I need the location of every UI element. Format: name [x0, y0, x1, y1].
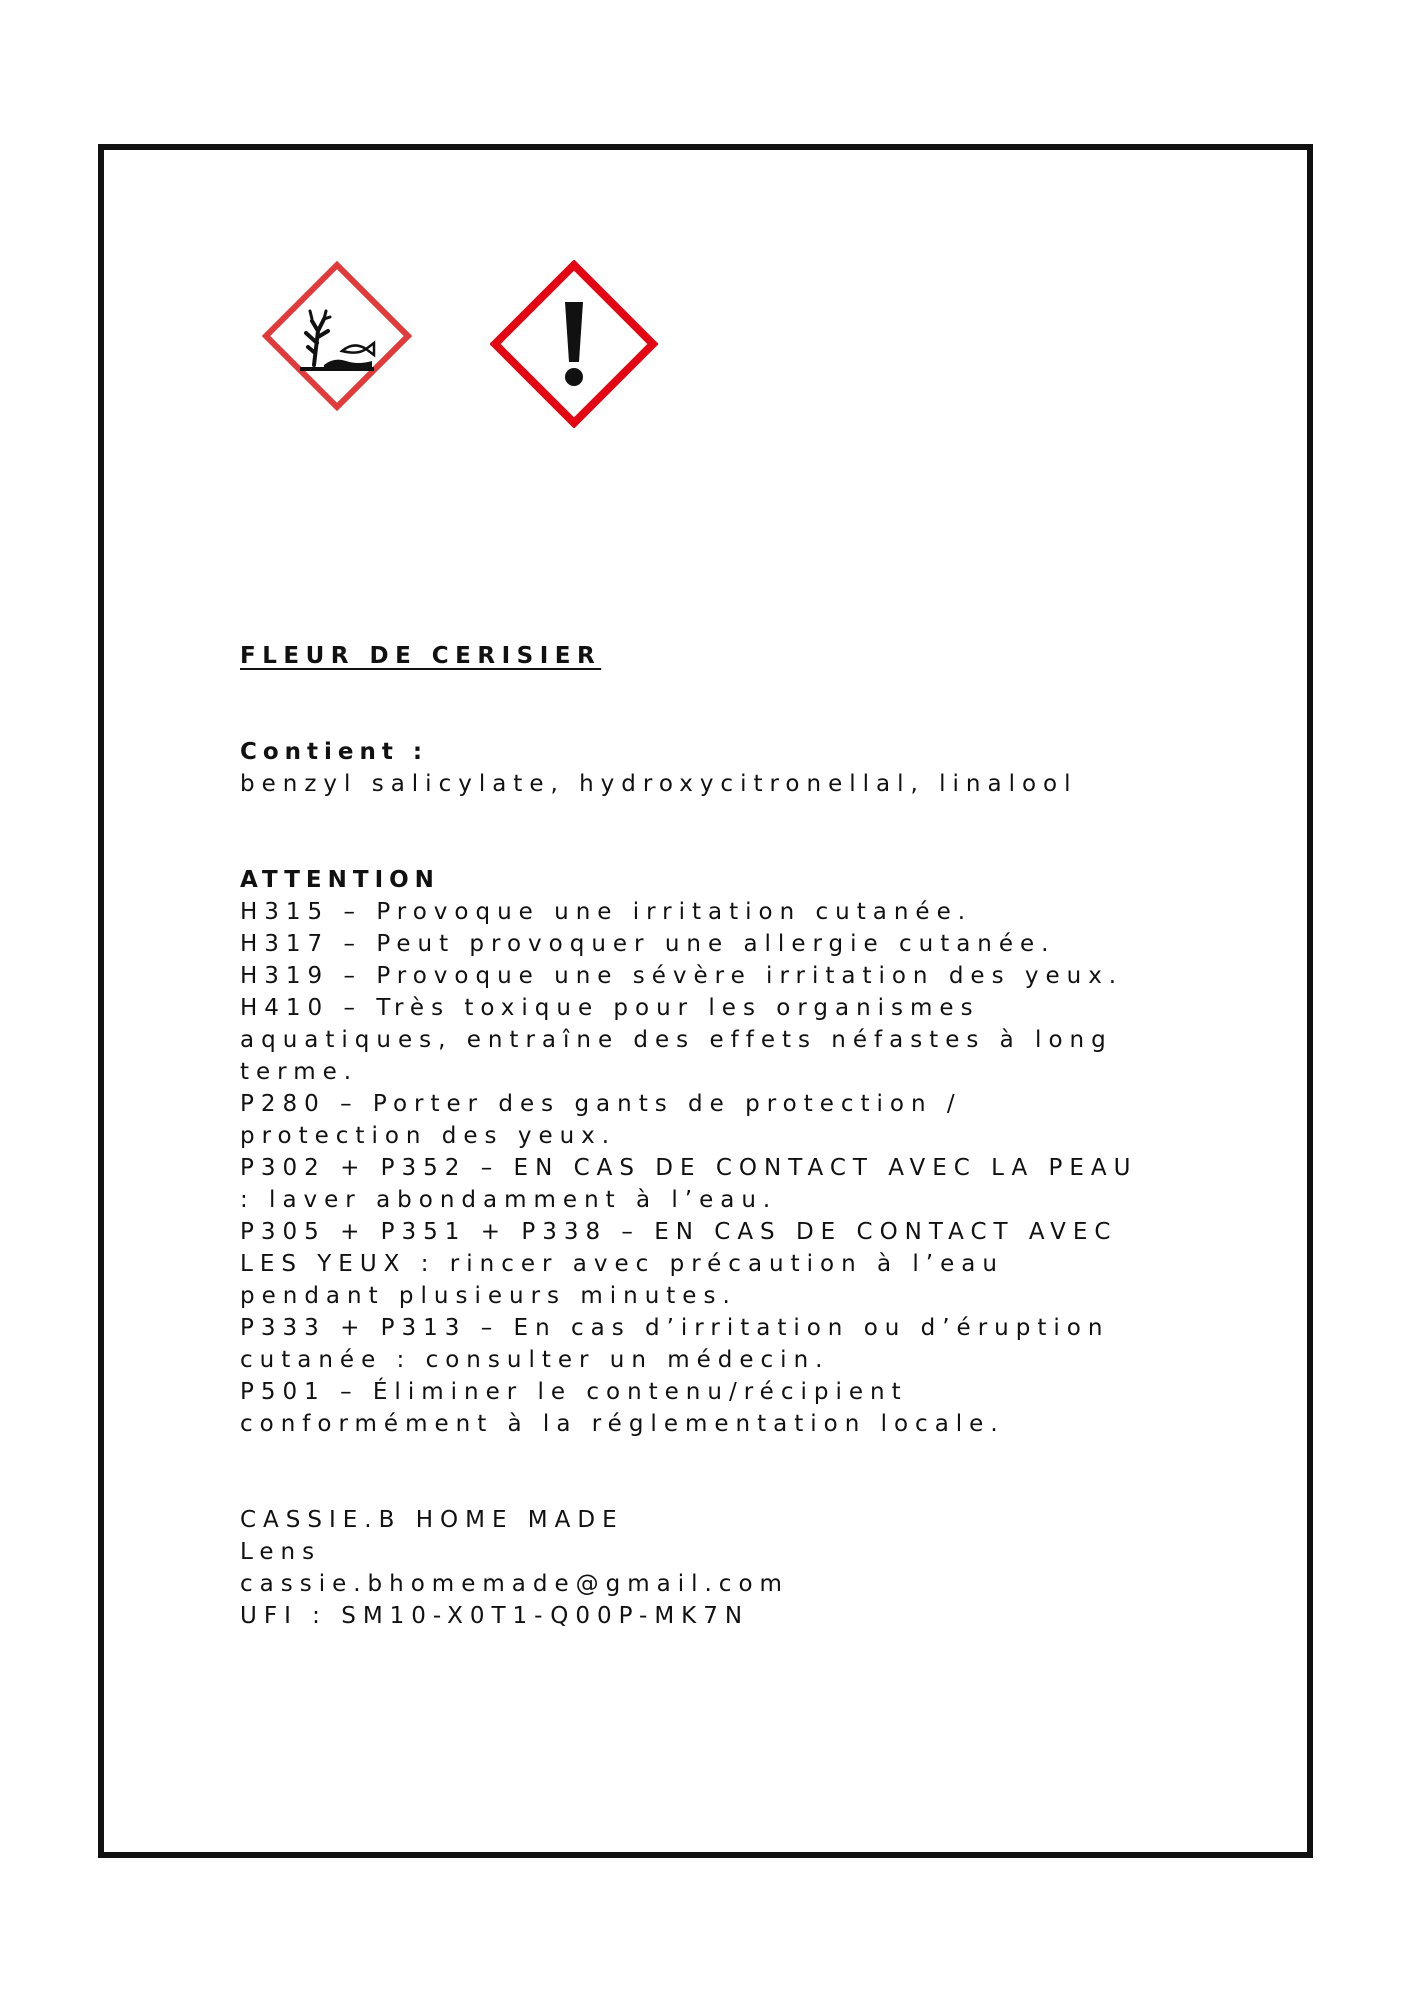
precaution-line: LES YEUX : rincer avec précaution à l’eau — [240, 1251, 1004, 1277]
maker-name: CASSIE.B HOME MADE — [240, 1507, 624, 1533]
label-text — [240, 640, 1240, 1632]
hazard-line: aquatiques, entraîne des effets néfastes à long — [240, 1027, 1113, 1053]
ingredients-list: benzyl salicylate, hydroxycitronellal, linalool — [240, 771, 1078, 797]
precaution-line: pendant plusieurs minutes. — [240, 1283, 737, 1309]
maker-email: cassie.bhomemade@gmail.com — [240, 1571, 789, 1597]
environment-hazard-icon — [262, 261, 412, 411]
hazard-line: H319 – Provoque une sévère irritation des yeux. — [240, 963, 1124, 989]
precaution-line: P305 + P351 + P338 – EN CAS DE CONTACT AVEC — [240, 1219, 1118, 1245]
product-title: FLEUR DE CERISIER — [240, 643, 602, 669]
precaution-line: conformément à la réglementation locale. — [240, 1411, 1005, 1437]
precaution-line: P333 + P313 – En cas d’irritation ou d’éruption — [240, 1315, 1110, 1341]
hazard-line: H315 – Provoque une irritation cutanée. — [240, 899, 973, 925]
exclamation-mark-icon — [490, 260, 658, 428]
hazard-line: H317 – Peut provoquer une allergie cutanée. — [240, 931, 1056, 957]
maker-city: Lens — [240, 1539, 322, 1565]
precaution-line: P280 – Porter des gants de protection / — [240, 1091, 962, 1117]
hazard-line: H410 – Très toxique pour les organismes — [240, 995, 980, 1021]
precaution-line: : laver abondamment à l’eau. — [240, 1187, 778, 1213]
hazard-line: terme. — [240, 1059, 359, 1085]
ufi-code: UFI : SM10-X0T1-Q00P-MK7N — [240, 1603, 750, 1629]
precaution-line: cutanée : consulter un médecin. — [240, 1347, 830, 1373]
precaution-line: protection des yeux. — [240, 1123, 617, 1149]
contains-label: Contient : — [240, 739, 429, 765]
precaution-line: P302 + P352 – EN CAS DE CONTACT AVEC LA PEAU — [240, 1155, 1138, 1181]
signal-word: ATTENTION — [240, 867, 440, 893]
precaution-line: P501 – Éliminer le contenu/récipient — [240, 1379, 908, 1405]
